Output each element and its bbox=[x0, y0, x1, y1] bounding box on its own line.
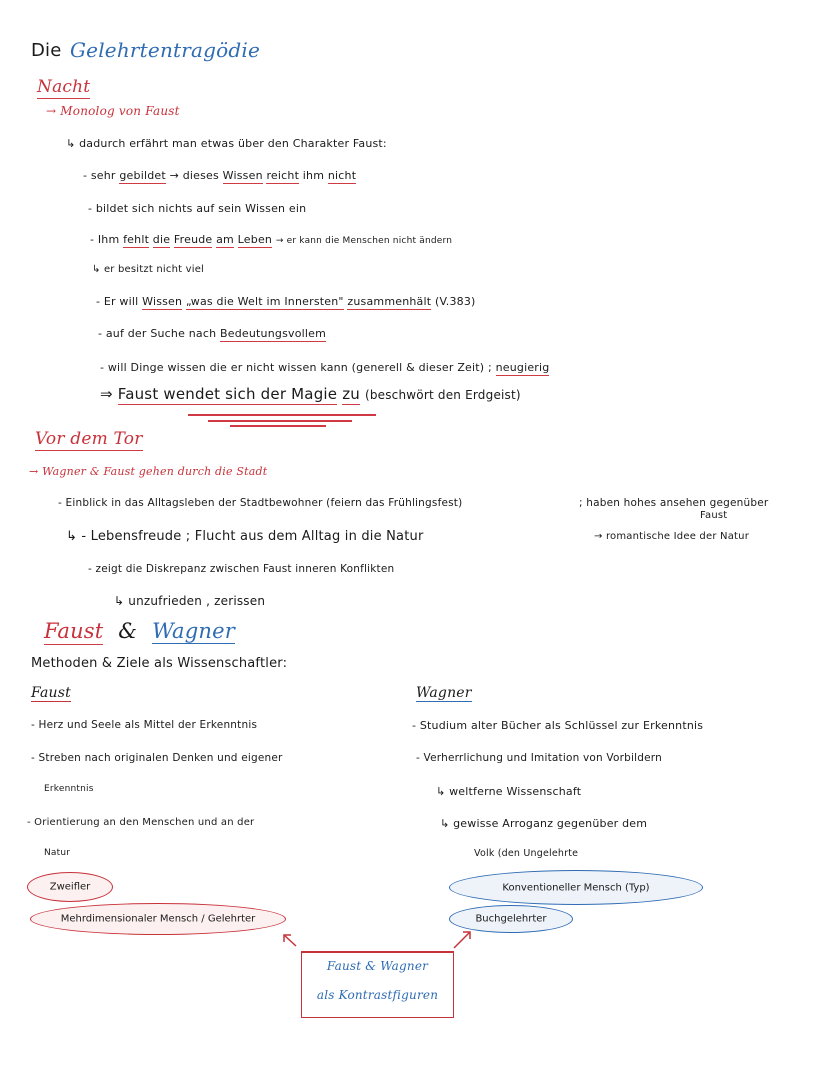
contrast-box bbox=[301, 951, 454, 1018]
arrow-up-left-icon bbox=[284, 935, 296, 946]
text: - Er will bbox=[96, 295, 139, 308]
faust-item-3: - Orientierung an den Menschen und an der bbox=[27, 817, 255, 828]
oval-label: Mehrdimensionaler Mensch / Gelehrter bbox=[60, 913, 256, 925]
tor-line-1c: Faust bbox=[700, 510, 728, 521]
tor-line-1b: ; haben hohes ansehen gegenüber bbox=[579, 497, 769, 509]
oval-label: Konventioneller Mensch (Typ) bbox=[502, 882, 650, 893]
highlight-leben: Leben bbox=[237, 233, 273, 246]
text: - sehr bbox=[83, 169, 116, 182]
tor-line-1: - Einblick in das Alltagsleben der Stadtbewohner (feiern das Frühlingsfest) bbox=[58, 497, 463, 509]
faust-item-1: - Herz und Seele als Mittel der Erkenntnis bbox=[31, 719, 258, 731]
oval-label: Zweifler bbox=[49, 881, 91, 893]
nacht-line-4: ↳ er besitzt nicht viel bbox=[92, 264, 205, 275]
double-arrow-icon: ⇒ bbox=[100, 385, 113, 403]
text: → er kann die Menschen nicht ändern bbox=[275, 236, 453, 246]
tor-line-4: ↳ unzufrieden , zerissen bbox=[114, 594, 266, 608]
verse-ref: (V.383) bbox=[434, 295, 476, 308]
ampersand: & bbox=[118, 619, 138, 643]
wagner-item-3: ↳ weltferne Wissenschaft bbox=[436, 785, 582, 798]
conclusion-magie: Faust wendet sich der Magie bbox=[117, 385, 338, 403]
highlight-fehlt: fehlt bbox=[123, 233, 150, 246]
highlight-wissen-2: Wissen bbox=[142, 295, 183, 308]
heading-faust: Faust bbox=[44, 619, 104, 643]
highlight-bedeutungsvollem: Bedeutungsvollem bbox=[220, 327, 327, 340]
col-wagner-heading: Wagner bbox=[416, 685, 472, 701]
monolog-label: Monolog von Faust bbox=[60, 104, 180, 118]
highlight-reicht: reicht bbox=[266, 169, 300, 182]
highlight-am: am bbox=[216, 233, 234, 246]
nacht-line-2: - bildet sich nichts auf sein Wissen ein bbox=[88, 202, 307, 215]
tor-line-2b: → romantische Idee der Natur bbox=[594, 531, 749, 542]
col-faust-heading: Faust bbox=[31, 685, 71, 701]
text: → dieses bbox=[169, 169, 219, 182]
arrow-right-icon: → bbox=[29, 465, 43, 478]
text-zu: zu bbox=[342, 385, 360, 403]
arrow-up-right-icon bbox=[454, 932, 470, 948]
text: ihm bbox=[302, 169, 325, 182]
erdgeist-note: (beschwört den Erdgeist) bbox=[364, 388, 521, 402]
tor-line-3: - zeigt die Diskrepanz zwischen Faust inneren Konflikten bbox=[88, 563, 395, 575]
wagner-item-2: - Verherrlichung und Imitation von Vorbildern bbox=[416, 752, 662, 764]
box-line-1: Faust & Wagner bbox=[326, 959, 429, 973]
highlight-die: die bbox=[152, 233, 171, 246]
box-line-2: als Kontrastfiguren bbox=[316, 988, 439, 1002]
box-top-border bbox=[302, 951, 453, 953]
tor-sub-label: Wagner & Faust gehen durch die Stadt bbox=[42, 465, 268, 478]
wagner-item-4b: Volk (den Ungelehrte bbox=[474, 848, 579, 859]
quote-welt: „was die Welt im Innersten" bbox=[185, 295, 344, 308]
fw-subtitle: Methoden & Ziele als Wissenschaftler: bbox=[31, 656, 288, 671]
tor-line-2: ↳ - Lebensfreude ; Flucht aus dem Alltag in die Natur bbox=[66, 529, 424, 544]
highlight-neugierig: neugierig bbox=[495, 361, 550, 374]
page-title: Gelehrtentragödie bbox=[70, 38, 261, 62]
return-arrow-icon: ↳ bbox=[66, 137, 80, 150]
text: - Ihm bbox=[90, 233, 120, 246]
text: - will Dinge wissen die er nicht wissen kann (generell & dieser Zeit) ; bbox=[100, 361, 492, 374]
highlight-zusammenhaelt: zusammenhält bbox=[347, 295, 432, 308]
title-prefix: Die bbox=[31, 40, 62, 61]
heading-nacht: Nacht bbox=[37, 77, 91, 97]
text: - auf der Suche nach bbox=[98, 327, 217, 340]
heading-wagner: Wagner bbox=[152, 619, 236, 643]
wagner-item-1: - Studium alter Bücher als Schlüssel zur Erkenntnis bbox=[412, 719, 704, 732]
highlight-nicht: nicht bbox=[327, 169, 357, 182]
wagner-item-4: ↳ gewisse Arroganz gegenüber dem bbox=[440, 817, 648, 830]
highlight-wissen: Wissen bbox=[222, 169, 263, 182]
faust-item-3b: Natur bbox=[44, 848, 71, 858]
faust-item-2: - Streben nach originalen Denken und eigener bbox=[31, 752, 283, 764]
intro-text: dadurch erfährt man etwas über den Charakter Faust: bbox=[79, 137, 387, 150]
faust-item-2b: Erkenntnis bbox=[44, 784, 94, 794]
highlight-gebildet: gebildet bbox=[119, 169, 166, 182]
heading-vor-dem-tor: Vor dem Tor bbox=[35, 429, 143, 449]
arrow-right-icon: → bbox=[46, 104, 61, 118]
oval-label: Buchgelehrter bbox=[475, 913, 547, 925]
highlight-freude: Freude bbox=[173, 233, 213, 246]
